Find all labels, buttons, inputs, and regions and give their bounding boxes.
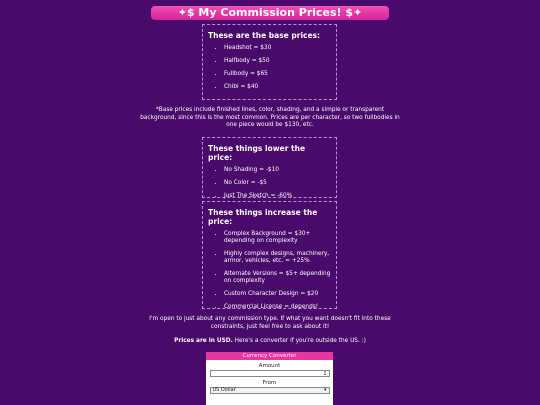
page-title: ✦$ My Commission Prices! $✦ [151, 6, 389, 20]
base-prices-box [202, 24, 337, 100]
list-item: • Chibi = $40 [224, 84, 331, 91]
chevron-down-icon: ▾ [323, 387, 327, 393]
lower-price-box [202, 137, 337, 198]
currency-note-rest: Here's a converter if you're outside the US. :) [232, 338, 366, 344]
list-item: • Complex Background = $30+ depending on complexity [224, 231, 331, 245]
lower-price-heading: These things lower the price: [208, 144, 306, 162]
base-prices-heading: These are the base prices: [208, 31, 321, 40]
from-currency-value: US Dollar [212, 387, 236, 393]
lower-price-list [208, 167, 331, 200]
list-item: • No Color = -$5 [224, 180, 331, 187]
list-item: • Custom Character Design = $20 [224, 291, 331, 298]
currency-note-bold: Prices are in USD. [174, 338, 233, 344]
currency-note [140, 338, 400, 346]
list-item: • No Shading = -$10 [224, 167, 331, 174]
list-item: • Highly complex designs, machinery, armor, vehicles, etc. = +25% [224, 251, 331, 265]
list-item: • Alternate Versions = $5+ depending on complexity [224, 271, 331, 285]
from-label: From [262, 380, 277, 386]
amount-input[interactable] [210, 370, 330, 377]
list-item: • Commercial License = depends! [224, 304, 331, 311]
increase-price-heading: These things increase the price: [208, 208, 318, 226]
list-item: • Just The Sketch = -60% [224, 193, 331, 200]
base-prices-list [208, 45, 331, 91]
converter-title: Currency Converter [206, 352, 333, 360]
list-item: • Halfbody = $50 [224, 58, 331, 65]
base-price-note: *Base prices include finished lines, color, shading, and a simple or transparent background, since this is the most common. Prices are per character, so two fullbodies in one piece would be $130, etc. [140, 107, 400, 128]
increase-price-box [202, 201, 337, 309]
list-item: • Fullbody = $65 [224, 71, 331, 78]
currency-converter-widget [206, 352, 333, 405]
amount-label: Amount [258, 363, 281, 369]
increase-price-list [208, 231, 331, 311]
open-to-requests-text: I'm open to just about any commission type. If what you want doesn't fit into these constraints, just feel free to ask about it! [149, 316, 391, 330]
from-currency-select[interactable] [210, 387, 330, 394]
list-item: • Headshot = $30 [224, 45, 331, 52]
